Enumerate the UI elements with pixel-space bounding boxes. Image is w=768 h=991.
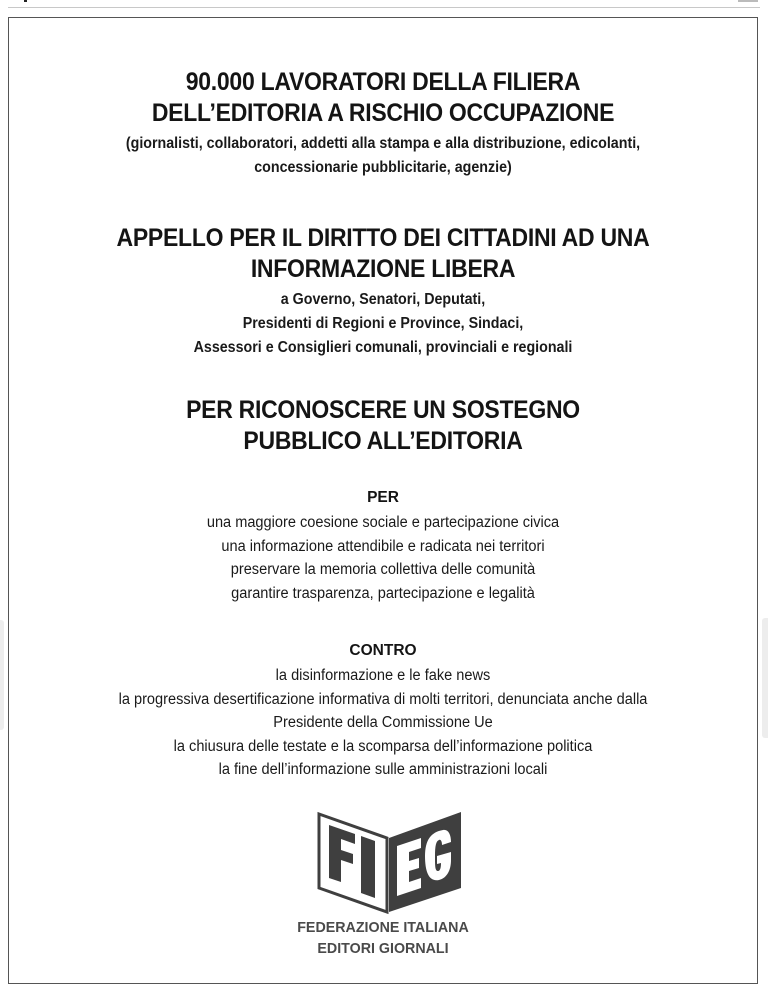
top-divider [8,7,760,8]
per-list [31,511,734,605]
contro-label: CONTRO [349,642,417,659]
org-name-line: FEDERAZIONE ITALIANA [297,919,469,936]
top-edge-mark [24,0,27,2]
main-headline [39,67,727,129]
recipients-line: Assessori e Consiglieri comunali, provinciali e regionali [193,339,573,356]
appeal-recipients [39,288,727,360]
contro-item: la progressiva desertificazione informativa di molti territori, denunciata anche dalla [118,690,648,708]
appeal-heading [39,223,727,285]
headline-line: 90.000 LAVORATORI DELLA FILIERA [185,68,581,96]
contro-item: la chiusura delle testate e la scomparsa dell’informazione politica [173,737,593,755]
subtitle-line: (giornalisti, collaboratori, addetti alla stampa e alla distribuzione, edicolanti, [125,135,641,152]
organization-name [28,917,739,959]
per-label: PER [367,489,399,506]
contro-list [31,664,734,782]
recipients-line: Presidenti di Regioni e Province, Sindaci, [242,315,524,332]
fieg-open-book-logo-icon [315,808,465,916]
appeal-line: APPELLO PER IL DIRITTO DEI CITTADINI AD UNA [116,224,650,252]
support-heading [39,395,727,457]
headline-line: DELL’EDITORIA A RISCHIO OCCUPAZIONE [151,99,615,127]
per-item: preservare la memoria collettiva delle comunità [230,561,536,578]
org-name-line: EDITORI GIORNALI [317,940,449,957]
advertisement-frame [8,17,758,984]
left-edge-scroll-handle [0,620,4,730]
right-edge-scroll-handle [762,618,768,738]
support-line: PER RICONOSCERE UN SOSTEGNO [186,396,580,424]
appeal-line: INFORMAZIONE LIBERA [250,255,516,283]
contro-item: la fine dell’informazione sulle amministrazioni locali [218,761,548,778]
subtitle-line: concessionarie pubblicitarie, agenzie) [254,159,512,176]
fieg-logo [315,808,465,916]
headline-subtitle [39,132,727,180]
contro-item: la disinformazione e le fake news [275,667,491,684]
recipients-line: a Governo, Senatori, Deputati, [280,291,486,308]
contro-item: Presidente della Commissione Ue [273,714,493,731]
top-right-edge-mark [738,0,758,2]
per-item: una informazione attendibile e radicata nei territori [221,537,545,555]
support-line: PUBBLICO ALL’EDITORIA [243,427,523,455]
per-item: garantire trasparenza, partecipazione e legalità [231,584,535,602]
per-item: una maggiore coesione sociale e partecipazione civica [206,514,560,531]
